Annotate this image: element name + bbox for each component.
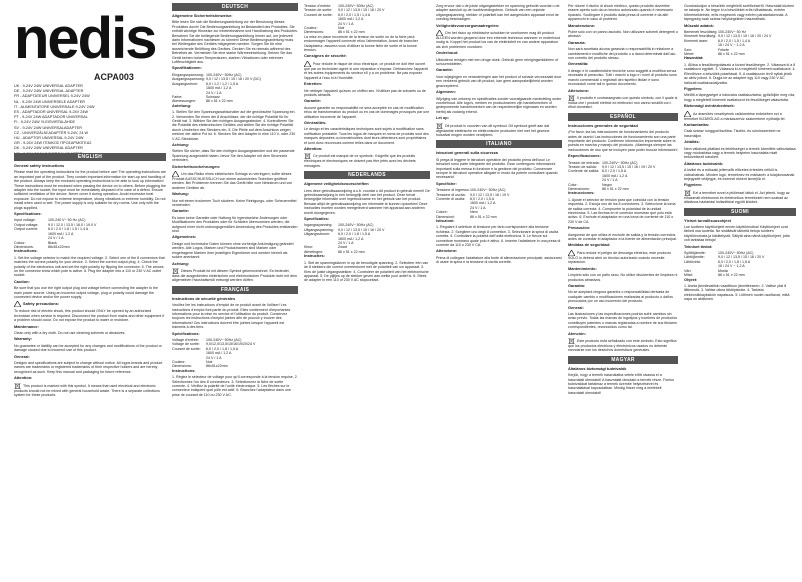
- spec-label: Ingangsspanning:: [304, 223, 333, 228]
- heading: Biztonsági óvintézkedések:: [684, 103, 735, 109]
- heading: General:: [14, 353, 30, 359]
- paragraph: Stellen Sie sicher, dass Sie den richtigen Ausgangsstecker und die passende Spannung ausgewählt haben, bevor Sie den Adapter mit dem Stromnetz verbinden.: [172, 149, 295, 163]
- heading: Algemeen:: [436, 89, 456, 95]
- heading: Garantía:: [568, 282, 586, 288]
- spec-value: 6,0 / 1,2 / 1,2 / 1,5 A 1600 mA / 1,2 A 24 V / 1 A: [206, 81, 239, 95]
- spec-label: Voltage d'entrée:: [172, 337, 199, 342]
- column-italiano: [436, 0, 562, 582]
- language-item: UK - 9-24V 24W UNIVERSAL ADAPTER: [14, 84, 83, 88]
- spec-value: 9,0 / 12 / 13,5 / 15 / 16 / 20 V: [338, 8, 385, 13]
- spec-label: Syöttöjännite:: [684, 251, 706, 256]
- paragraph-text: Om het risico op elektrische schokken te voorkomen mag dit product ALLEEN worden geopend door een erkende technicus wanneer er onderhoud nodig is. Koppel het product los van de elektriciteit en van andere apparatuur als zich problemen voordoen.: [436, 30, 561, 49]
- spec-label: Afmetingen:: [304, 249, 324, 254]
- spec-value: 86 x 51 x 22 mm: [206, 99, 233, 104]
- language-item: FR - ADAPTATEUR UNIVERSEL 9-24V 24W: [14, 94, 90, 99]
- heading: Attention:: [304, 145, 323, 151]
- language-item: DE - 9-24V 24W UNIVERSAL-ADAPTER: [14, 89, 84, 94]
- language-item: ES - ADAPTADOR UNIVERSAL 9-24V 24W: [14, 110, 89, 115]
- spec-value: 6,0 / 2,0 / 1,8 / 1,5 A 1600 mA / 1,2 A 24 V / 1 A: [206, 346, 239, 360]
- paragraph-text: Um das Risiko eines elektrischen Schlags zu verringern, sollte dieses Produkt AUSSCHLIESSLICH von einem autorisierten Techniker geöffnet werden. Bei Problemen trennen Sie das Gerät bitte vom Netzstrom und von anderen Geräten ab.: [172, 171, 293, 190]
- heading: Caution:: [14, 278, 30, 284]
- heading: Figyelem:: [684, 85, 703, 91]
- heading: Instructions:: [172, 367, 196, 373]
- paragraph: 1. Állítsa a feszültségválasztó a kívánt feszültségre. 2. Válassza ki a 8 csatlakozó egyikét. 3. Válassza ki a megfelelő kimeneti csatlakozót. 4. Ellenőrizze a készülék polaritását. 5. A csatlakozón lévő nyilak jelzik az aktív pólust. 6. Dugja be az adaptert egy 110 vagy 230 V AC hálózati csatlakozóaljzatba.: [684, 62, 796, 85]
- spec-label: Tensione di ingresso:: [436, 188, 470, 193]
- paragraph: Límpielo sólo con un paño seco. No utilice disolventes de limpieza ni productos abrasivos.: [568, 273, 678, 282]
- spec-table: [304, 4, 430, 35]
- heading: Ohjeet:: [684, 276, 698, 282]
- spec-row: [304, 13, 430, 26]
- paragraph-text: Este producto está señalizado con este símbolo. Esto significa que los productos eléctricos y electrónicos usados no deberán mezclarse con los desechos domésticos generales.: [568, 338, 677, 353]
- paragraph: Zorg ervoor dat u de juiste uitgangsstekker en spanning gebruikt voordat u de adapter aansluit op de hoofdvoedingsbron. Gebruik van een onjuiste uitgangsspanning, stekker of polariteit kan het aangesloten apparaat en/of de voeding beschadigen.: [436, 4, 560, 22]
- logo-text: nedis: [14, 12, 156, 68]
- spec-value: Noir: [338, 26, 345, 31]
- heading: Warranty:: [14, 336, 33, 342]
- spec-row: [684, 260, 796, 269]
- spec-value: 6,0 / 2,0 / 1,5 A 1600 mA / 1,2 A 24 V / 1 A: [602, 169, 628, 183]
- spec-label: Kimeneti feszültség:: [684, 34, 717, 39]
- spec-row: [172, 347, 298, 360]
- spec-label: Tensión de entrada:: [568, 160, 600, 165]
- spec-label: Tension de sortie:: [304, 8, 333, 13]
- paragraph: [14, 383, 166, 398]
- spec-value: 86 x 51 x 22 mm: [338, 30, 365, 35]
- spec-value: 9,0 / 12 / 13,5 / 15 / 16 / 20 / 24 V: [718, 34, 772, 39]
- paragraph: Wijziging van ontwerp en specificaties zonder voorafgaande mededeling onder voorbehoud. Alle logo's, merken en productnamen zijn handelsmerken of gedeponeerde handelsmerken van de respectievelijke eigenaars en worden hierbij als zodanig erkend.: [436, 96, 562, 114]
- spec-table: [568, 161, 678, 192]
- paragraph: Asegúrese de que utiliza el enchufe de salida y la tensión correctos antes de conectar el adaptador a la fuente de alimentación principal.: [568, 232, 677, 242]
- heading: Veiligheidsvoorzorgsmaatregelen:: [436, 22, 500, 28]
- paragraph: Es kann keine Garantie oder Haftung für irgendwelche Änderungen oder Modifikationen des Produktes oder für Schäden übernommen werden, die aufgrund einer nicht ordnungsgemäßen Anwendung des Produktes entstanden sind.: [172, 215, 298, 234]
- spec-value: 9,0 / 12 / 13,5 / 16 / 19 V: [470, 192, 510, 197]
- heading: Maintenance:: [14, 323, 39, 329]
- spec-value: 6,0 / 2,0 / 1,5 / 1,4 A 1600 mA / 1,2 A 24 V / 1 A: [338, 12, 371, 26]
- spec-table: [14, 218, 166, 249]
- paragraph: Mielőtt a tápegységet a hálózatra csatlakoztatná, győződjön meg róla, hogy a megfelelő kimeneti csatlakozót és feszültséget választotta.: [684, 93, 796, 102]
- spec-label: Bemeneti feszültség:: [684, 30, 718, 35]
- column-suomi: [684, 0, 796, 582]
- paragraph: [684, 111, 796, 121]
- heading: Istruzioni generali sulla sicurezza: [436, 150, 498, 156]
- paragraph: Nem vállalunk jótállást és felelősséget a termék bármiféle változtatása vagy módosítása vagy a termék helytelen használata miatt bekövetkező károkért.: [684, 146, 796, 160]
- paragraph: [172, 171, 298, 190]
- heading: Sicherheitsvorkehrungen:: [172, 163, 221, 169]
- heading: Instrucciones generales de seguridad: [568, 122, 638, 128]
- spec-value: Black: [48, 240, 57, 245]
- spec-value: Musta: [718, 268, 728, 273]
- heading: Medidas de seguridad:: [568, 242, 611, 248]
- spec-row: [304, 232, 430, 245]
- spec-value: 6.0 / 2.0 / 1.8 / 1.5 / 1.4 A 1600 mA / 1.2 A 24 V / 1 A: [48, 227, 89, 241]
- spec-row: [684, 39, 796, 48]
- language-item: DK - 9-24V 24W UNIVERSAL ADAPTER: [14, 146, 83, 151]
- paragraph: [304, 153, 430, 168]
- paragraph-text: Pour réduire le risque de choc électrique, ce produit ne doit être ouvert que par un technicien agréé si une réparation s'impose. Débranchez l'appareil et les autres équipements du secteur s'il y a un problème. Ne pas exposer l'appareil à l'eau ni à l'humidité.: [304, 61, 429, 80]
- heading: Spécifications:: [172, 330, 200, 336]
- spec-label: Courant de sortie:: [304, 12, 333, 17]
- heading: Garantie:: [304, 98, 322, 104]
- attention-text: This product is marked with this symbol. It means that used electrical and electronic products should not be mixed with general household waste. There is a separate collections system for these products.: [14, 383, 160, 398]
- paragraph: ¡Por favor, lea las instrucciones de funcionamiento del producto antes de usarlo! Las instrucciones de funcionamiento son una parte importante del producto. Contienen información importante sobre la puesta en marcha y manejo del producto. ¡Mantenga siempre las instrucciones de uso que se incluyen para poder buscar información!: [568, 130, 678, 152]
- heading: Generalità:: [568, 61, 589, 67]
- spec-label: Dimensions:: [304, 30, 324, 35]
- heading: Garanzia:: [568, 39, 586, 45]
- spec-label: Tensione di uscita:: [436, 192, 466, 197]
- spec-value: 100-240 V~ 50 Hz (AC): [48, 218, 86, 223]
- spec-value: Nero: [470, 210, 478, 215]
- spec-value: 100-240V~ 50 Hz: [718, 30, 747, 35]
- paragraph: Uitsluitend reinigen met een droge doek. Gebruik geen reinigingsmiddelen of schuurmiddelen.: [436, 57, 559, 67]
- spec-label: Uitgangsspanning:: [304, 227, 334, 232]
- spec-label: Kimeneti áram:: [684, 38, 709, 43]
- column-espanol: [568, 0, 678, 582]
- paragraph: Ne nettoyer l'appareil qu'avec un chiffon sec. N'utiliser pas de solvants ou de produits abrasifs.: [304, 88, 426, 97]
- spec-value: 9,0/12,0/13,5/15/16/19/20/24 V: [206, 342, 256, 347]
- heading: Általános tudnivalók:: [684, 160, 724, 166]
- heading: Figyelem:: [684, 182, 703, 188]
- paragraph: Gondoskodjon a készülék megfelelő szellőzéséről. Használat közben ne takarja le. Ne tegye ki a készüléket erős hőhatásnak, extrém hőmérsékletnek, erős rezgésnek vagy extrém páratartalomnak. A tápegység csak száraz helyiségekben használható.: [684, 4, 795, 22]
- heading: Instructions de sécurité générales: [172, 295, 236, 301]
- heading: Tekniset tiedot:: [684, 243, 713, 249]
- paragraph: Veuillez lire les instructions d'emploi de ce produit avant de l'utiliser! Les instructions d'emploi font partie du produit. Elles contiennent d'importantes informations pour la mise en service et l'utilisation du produit. Conservez toujours les instructions d'emploi jointes afin de pouvoir y trouver des informations! Ces instructions doivent être jointes lorsque l'appareil est transmis à des tiers.: [172, 303, 291, 330]
- nedis-logo: [14, 12, 164, 68]
- language-item: SV - 9-24V 24W UNIVERSALADAPTER: [14, 125, 82, 130]
- paragraph: A kivitel és a műszaki jellemzők előzetes értesítés nélkül is változhatnak. Minden logó, terméknév és márkanév a tulajdonosának bejegyzett védjegye, és ezennel ekként ismerjük el.: [684, 168, 795, 181]
- paragraph: [684, 190, 796, 205]
- paragraph: To reduce risk of electric shock, this product should ONLY be opened by an authorized technician when service is required. Disconnect the product from mains and other equipment if a problem should occur. Do not expose the product to water or moisture.: [14, 309, 165, 323]
- heading: Mantenimiento:: [568, 265, 597, 271]
- language-item: HU - ADAPTOR UNIVERSAL 9-24V 24W: [14, 136, 84, 141]
- spec-value: Schwarz: [206, 94, 220, 99]
- paragraph: Lue tuotteen käyttöohjeet ennen käyttöönottoa! Käyttöohjeet ovat tärkeä osa tuotetta. Ne sisältävät tärkeitä tietoja tuotteen käyttöönotosta ja käsittelystä. Säilytä aina nämä käyttöohjeet, jotta voit tarkistaa tietoja!: [684, 225, 790, 243]
- paragraph: [568, 250, 678, 265]
- spec-label: Voltage de sortie:: [172, 342, 200, 347]
- paragraph-text: Para reducir el peligro de descarga eléctrica, este producto SOLO lo deberá abrir un técnico autorizado cuando necesite reparación.: [568, 250, 672, 265]
- spec-label: Dimensioni:: [436, 214, 455, 219]
- spec-value: 9.0 / 12.0 / 13.5 / 16.0 / 19.0 V: [48, 222, 97, 227]
- language-item: CZ - UNIVERZÁLNÍ ADAPTÉR 9-24V, 24 W: [14, 130, 89, 135]
- heading: Specifications:: [14, 211, 42, 217]
- spec-label: Courant de sortie:: [172, 346, 201, 351]
- spec-value: Fekete: [718, 47, 729, 52]
- heading: Entretien:: [304, 81, 323, 87]
- heading: Achtung:: [172, 141, 190, 147]
- paragraph: Le design et les caractéristiques techniques sont sujets à modification sans notification préalable. Tous les logos de marques et noms de produits sont des marques déposées ou immatriculées dont leurs détenteurs sont propriétaires et sont donc reconnues comme telles dans ce document.: [304, 127, 429, 145]
- section-header-francais: FRANÇAIS: [172, 286, 298, 294]
- spec-table: [684, 30, 796, 56]
- heading: Garantie:: [436, 67, 454, 73]
- paragraph: Aucune garantie ou responsabilité ne sera acceptée en cas de modification et/ou de transformation du produit ou en cas de dommages provoqués par une utilisation incorrecte de l'appareil.: [304, 105, 430, 119]
- spec-table: [684, 251, 796, 277]
- paragraph: Bitte lesen Sie sich die Bedienungsanleitung vor der Benutzung dieses Produktes durch! Die Bedienungsanleitung ist Bestandteil des Produktes. Sie enthält wichtige Hinweise zur Inbetriebnahme und Handhabung des Produktes. Bewahren Sie die beiliegende Bedienungsanleitung immer auf, um jederzeit darin Informationen nachlesen zu können! Diese Bedienungsanleitung muss bei Weitergabe des Gerätes mitgegeben werden. Sorgen Sie für eine ausreichende Belüftung des Gerätes. Decken Sie es niemals während des Betriebes ab. Vermeiden Sie eine starke Wärmeeinwirkung. Setzen Sie das Gerät keinen hohen Temperaturen, starken Vibrationen oder extremer Luftfeuchtigkeit aus.: [172, 20, 298, 65]
- warning-icon: [14, 301, 21, 307]
- paragraph: 1. Ajuste el selector de tensión para que coincida con la tensión requerida. 2. Escoja uno de los 8 conectores. 3. Seleccione la toma de salida correcta. 4. Compruebe la polaridad de la unidad electrónica. 5. Las flechas en el conector muestran qué polo está activo. 6. Enchufe el adaptador en una toma de corriente de 110 o 230 V de CA.: [568, 197, 676, 224]
- spec-label: Tension d'entrée:: [304, 4, 332, 8]
- spec-label: Ausgangsspannung:: [172, 77, 205, 82]
- paragraph-text: Az áramütés veszélyének csökkentése érdekében ezt a terméket KIZÁRÓLAG a márkaszerviz szakembere nyithatja fel.: [684, 111, 786, 121]
- heading: Atención:: [568, 330, 586, 336]
- heading: Especificaciones:: [568, 153, 601, 159]
- section-header-espanol: ESPAÑOL: [568, 113, 678, 121]
- section-header-nederlands: NEDERLANDS: [304, 171, 430, 179]
- paragraph: [172, 268, 298, 283]
- heading: General:: [568, 304, 584, 310]
- section-header-italiano: ITALIANO: [436, 140, 562, 148]
- heading: Instructions:: [14, 248, 38, 254]
- spec-value: 6,0 / 2,0 / 1,8 / 1,5 A 1600 mA / 1,2 A 24 V / 1 A: [338, 232, 371, 246]
- spec-value: 86 x 51 x 22 mm: [718, 273, 745, 278]
- paragraph: [436, 30, 562, 49]
- heading: Specifiche:: [436, 180, 457, 186]
- spec-label: Méret:: [684, 52, 695, 57]
- paragraph: Kérjük, hogy a termék használatba vétele előtt olvassa el a használati útmutatót! A használati útmutató a termék része. Fontos tudnivalókat tartalmaz a termék üzembe helyezésével és használatával kapcsolatban. Mindig őrizze meg a mellékelt használati útmutatót!: [568, 373, 675, 395]
- heading: Algemene veiligheidsvoorschriften: [304, 181, 369, 187]
- column-nederlands: [304, 0, 430, 582]
- paragraph: [568, 95, 678, 110]
- paragraph: No se aceptará ninguna garantía o responsabilidad derivada de cualquier cambio o modificaciones realizadas al producto o daños provocados por un uso incorrecto del producto.: [568, 290, 673, 304]
- spec-label: Mitat:: [684, 273, 693, 278]
- paragraph: Nur mit einem trockenen Tuch säubern. Keine Reinigungs- oder Scheuermittel verwenden.: [172, 198, 297, 208]
- heading: Yleiset turvallisuusohjeet: [684, 217, 731, 223]
- heading: Instructies:: [304, 253, 325, 259]
- paragraph-text: Dit product is voorzien van dit symbool. Dit symbool geeft aan dat afgedankte elektrische en elektronische producten niet met het gewone huisafval mogen worden verwijderd.: [436, 123, 550, 137]
- spec-table: [172, 338, 298, 369]
- paragraph: 1. Set the voltage selector to match the required voltage. 2. Select one of the 8 connectors that matches the correct polarity for your device. 3. Select the correct output plug. 4. Check the polarity of the electronics unit and set the right polarity by flipping the connector. 5. The arrows on the connector show which pole is active. 6. Plug the adapter into a 110 or 230 V AC outlet socket.: [14, 255, 165, 278]
- spec-label: Corrente di uscita:: [436, 197, 466, 201]
- spec-value: 86 x 51 x 22 mm: [470, 214, 497, 219]
- spec-label: Dimensions:: [14, 244, 34, 249]
- heading: Instrucciones:: [568, 190, 595, 196]
- spec-value: 100-240V~ 50Hz (AC): [718, 251, 754, 256]
- heading: Jótállás:: [684, 139, 700, 145]
- spec-value: 86 x 51 x 22 mm: [602, 187, 629, 191]
- spec-label: Lähtöjännite:: [684, 255, 705, 260]
- paragraph: [568, 338, 678, 353]
- heading: Karbantartás:: [684, 121, 710, 127]
- paragraph: Designs and specifications are subject to change without notice. All logos brands and product names are trademarks or registered trademarks of their respective holders and are hereby recognized as such. Keep this manual and packaging for future reference.: [14, 361, 163, 374]
- spec-value: 100-240V~ 50Hz (AC): [338, 223, 374, 228]
- spec-label: Output voltage:: [14, 222, 39, 227]
- spec-value: 9,0 / 12 / 13,5 / 15 / 16 / 19 / 20 V: [602, 164, 656, 169]
- spec-value: Zwart: [338, 245, 347, 250]
- spec-value: Negro: [602, 182, 612, 187]
- spec-label: Output current:: [14, 227, 38, 232]
- paragraph: Be sure that you use the right output plug and voltage before connecting the adapter to the main power source. Using an incorrect output voltage, plug or polarity could damage the connected device and/or the power supply.: [14, 286, 159, 299]
- language-item: PT - 9-24V 24W ADAPTADOR UNIVERSAL: [14, 115, 88, 120]
- spec-label: Couleur:: [172, 360, 186, 364]
- spec-row: [436, 197, 562, 210]
- heading: Anleitung:: [172, 102, 192, 108]
- paragraph-text: Ce produit est marqué de ce symbole. Il signifie que les produits électriques et électroniques ne doivent pas être jetés avec les déchets ménagers.: [304, 154, 416, 168]
- paragraph: Las ilustraciones y las especificaciones podrán sufrir cambios sin aviso previo. Todas las marcas de logotipos y nombres de productos constituyen patentes o marcas registradas a nombre de sus titulares correspondientes, reconocidos como tal.: [568, 311, 678, 330]
- spec-value: 9,0 / 12 / 13,5 / 15 / 16 / 20 V: [718, 255, 765, 260]
- heading: Műszaki adatok:: [684, 22, 715, 28]
- spec-value: 86 x 51 x 22 mm: [338, 249, 365, 254]
- language-item: IT - ALIMENTATORE UNIVERSALE 9-24V 24W: [14, 104, 95, 109]
- heading: Généralités:: [304, 119, 327, 125]
- spec-label: Colore:: [436, 210, 448, 215]
- paragraph-text: Dieses Produkt ist mit diesem Symbol gekennzeichnet. Es bedeutet, dass die ausgedienten elektrischen und elektronischen Produkte nicht mit dem allgemeinen Haushaltsmüll entsorgt werden dürfen.: [172, 268, 298, 283]
- heading: Garantie:: [172, 208, 190, 214]
- paragraph-text: Ezt a terméket ezzel a jelöléssel láttuk el. Azt jelenti, hogy az elhasznált elektromos és elektronikus termékeket nem szabad az általános háztartási hulladékkal együtt kidobni.: [684, 190, 790, 205]
- heading: Attenzione:: [568, 87, 590, 93]
- language-item: FI - 9-24V 24W YLEISVIRTALÄHDE: [14, 120, 75, 125]
- spec-value: 100-240V~ 50Hz (AC): [470, 188, 506, 193]
- spec-label: Ausgangsstrom:: [172, 81, 198, 86]
- spec-value: 6,0 / 2,0 / 1,8 / 1,5 A 16 / 24 V ~ 1,2 A: [718, 259, 751, 269]
- paragraph: Design und technische Daten können ohne vorherige Ankündigung geändert werden. Alle Logos, Marken und Produktnamen sind Marken oder eingetragene Marken ihrer jeweiligen Eigentümer und werden hiermit als solche anerkannt.: [172, 241, 294, 260]
- heading: Istruzioni:: [436, 218, 455, 224]
- spec-table: [436, 188, 562, 219]
- heading: Allgemeine Sicherheitshinweise:: [172, 13, 233, 18]
- spec-value: 6,0 / 2,0 / 1,5 A 1600 mA / 1,2 A 24 V / 1 A: [470, 197, 496, 210]
- spec-label: Farbe:: [172, 94, 183, 99]
- spec-value: Noir: [206, 360, 213, 364]
- spec-label: Väri:: [684, 268, 692, 273]
- language-list: [14, 84, 164, 157]
- heading: Consignes de sécurité:: [304, 53, 347, 59]
- spec-label: Eingangsspannung:: [172, 72, 204, 77]
- paragraph-text: Il prodotto è contrassegnato con questo simbolo, con il quale si indica che i prodotti elettrici ed elettronici non vanno smaltiti con i rifiuti domestici.: [568, 95, 678, 110]
- spec-row: [172, 82, 298, 95]
- paragraph: Clean only with a dry cloth. Do not use cleaning solvents or abrasives.: [14, 331, 126, 335]
- paragraph: No guarantee or liability can be accepted for any changes and modifications of the product or damage caused due to incorrect use of this product.: [14, 343, 162, 353]
- spec-value: 86 x 51 x 22 mm: [718, 52, 745, 57]
- spec-value: 100-240V~ 50Hz (AC): [206, 72, 242, 77]
- heading: General safety instructions: [14, 163, 65, 168]
- paragraph: Csak száraz ronggyal tisztítsa. Tisztító- és súrolószereket ne használjon.: [684, 129, 781, 138]
- model-number: ACPA003: [94, 72, 134, 82]
- spec-label: Dimensiones:: [568, 187, 590, 191]
- heading: Attenzione:: [436, 248, 458, 254]
- spec-table: [172, 73, 298, 104]
- heading: Achtung:: [172, 260, 190, 266]
- spec-table: [304, 223, 430, 254]
- spec-value: 6,0 / 2,0 / 1,5 / 1,4 A 16 / 24 V ~ 1,2 A: [718, 38, 751, 48]
- paragraph: La mise en place incorrecte de la tension de sortie ou de la fiche peut endommager l'appareil connecté et/ou l'alimentation. Avant de brancher l'adaptateur, assurez-vous d'utiliser la bonne fiche de sortie et la bonne tension.: [304, 34, 418, 53]
- paragraph: Voor wijzigingen en veranderingen aan het product of schade veroorzaakt door een verkeerd gebruik van dit product, kan geen aansprakelijkheid worden geaccepteerd.: [436, 74, 562, 88]
- spec-label: Input voltage:: [14, 218, 36, 223]
- spec-label: Abmessungen:: [172, 99, 196, 104]
- paragraph: [304, 61, 430, 80]
- spec-value: 100-240V~ 50Hz (AC): [338, 4, 374, 8]
- paragraph: 1. Stellen Sie den Spannungswahlschalter auf die gewünschte Spannung ein. 2. Verwenden Sie einen der 8 Anschlüsse, der die richtige Polarität für Ihr Gerät hat. 3. Wählen Sie den richtigen Ausgangsstecker. 4. Kontrollieren Sie die Polarität des elektronischen Gerätes und stellen Sie die richtige Polarität durch Umdrehen des Steckers ein. 5. Die Pfeile auf dem Anschluss zeigen, welcher der aktive Pol ist. 6. Stecken Sie den Adapter in eine 110 V- oder 230 V AC-Steckdose.: [172, 110, 296, 141]
- spec-label: Szín:: [684, 47, 693, 52]
- paragraph: Lees deze gebruiksaanwijzing a.u.b. voordat u dit product in gebruik neemt! De gebruiksaanwijzing is een belangrijk deel van het product. Deze bevat belangrijke informatie over ingebruikname en het gebruik van het product. Bewaar altijd de gebruiksaanwijzing om informatie te kunnen opzoeken! Deze instructies moeten worden meegeleverd wanneer het apparaat aan anderen wordt doorgegeven.: [304, 188, 430, 215]
- spec-label: Kleur:: [304, 245, 314, 250]
- heading: Allgemeines:: [172, 234, 197, 240]
- section-header-deutsch: DEUTSCH: [172, 3, 298, 11]
- spec-value: 9,0 / 12 / 13,5 / 15 / 16 / 20 V (DC): [206, 77, 261, 82]
- spec-value: 86x51x22mm: [206, 364, 228, 369]
- spec-label: Colour:: [14, 240, 26, 245]
- language-item: GR - 9-24V 24W ΓΕΝΙΚΟΣ ΠΡΟΣΑΡΜΟΓΕΑΣ: [14, 141, 92, 146]
- heading: Let op:: [436, 115, 449, 121]
- paragraph: Il design e le caratteristiche tecniche sono soggetti a modifica senza necessità di preavviso. Tutti i marchi a logo e i nomi di prodotto sono marchi commerciali o registrati dei rispettivi titolari e sono riconosciuti come tali in questo documento.: [568, 68, 677, 87]
- paragraph: 1. Aseta jännitevalitsin vaadittuun jännitteeseen. 2. Valitse yksi 8 liittimestä. 3. Valitse oikea lähtöpistoke. 4. Tarkista elektroniikkayksikön napaisuus. 5. Liittimen nuolet osoittavat, mikä napa on aktiivinen.: [684, 283, 790, 302]
- heading: [14, 301, 166, 307]
- spec-value: 100-240V~ 50Hz (AC): [206, 337, 242, 342]
- spec-value: 100-240V~ 50Hz (AC): [602, 160, 638, 165]
- language-item: NL - 9-24V 24W UNIVERSELE ADAPTER: [14, 99, 85, 104]
- paragraph: Non sarà accettata alcuna garanzia o responsabilità in relazione a cambiamenti e modifiche del prodotto o a danni determinati dall'uso non corretto del prodotto stesso.: [568, 47, 676, 61]
- heading: Precaución:: [568, 225, 591, 231]
- heading: Attention:: [14, 375, 33, 381]
- paragraph: 1. Regolare il selettore di tensione per farlo corrispondere alla tensione richiesta. 2. Scegliere uno degli 8 connettori. 3. Selezionare la spina di uscita corretta. 4. Controllare la polarità dell'unità elettronica. 5. Le frecce sul connettore mostrano quale polo è attivo. 6. Inserire l'adattatore in una presa di corrente da 110 o 230 V CA.: [436, 225, 561, 248]
- column-deutsch: [172, 0, 298, 582]
- section-header-suomi: SUOMI: [684, 208, 796, 216]
- heading: Manutenzione:: [568, 22, 596, 28]
- spec-label: Couleur:: [304, 26, 318, 31]
- spec-value: 9,0 / 12 / 13,5 / 15 / 16 / 20 V: [338, 227, 385, 232]
- spec-value: 86x51x22mm: [48, 244, 70, 249]
- heading: Wartung:: [172, 191, 189, 197]
- heading: Használat:: [684, 55, 704, 61]
- spec-label: Uitgangsstroom:: [304, 232, 331, 237]
- heading: Specificaties:: [304, 216, 330, 222]
- heading: Általános biztonsági tudnivalók: [568, 365, 627, 371]
- spec-label: Lähtövirta:: [684, 259, 701, 264]
- paragraph: 1. Réglez le sélecteur de voltage pour qu'il corresponde à la tension requise. 2. Sélectionnez l'un des 8 connecteurs. 3. Sélectionnez la fiche de sortie correcte. 4. Vérifiez la polarité de l'unité électronique. 5. Les flèches sur le connecteur indiquent quel pôle est actif. 6. Branchez l'adaptateur dans une prise de courant de 110 ou 230 V AC.: [172, 375, 298, 397]
- section-header-english: ENGLISH: [14, 153, 166, 161]
- paragraph: Si prega di leggere le istruzioni operative del prodotto prima dell'uso! Le istruzioni sono parte integrante del prodotto. Esse contengono informazioni importanti sulla messa in funzione e la gestione del prodotto. Conservare sempre le istruzioni operative allegate in modo da poterle consultare quando necessario!: [436, 157, 558, 180]
- heading: Spezifikationen:: [172, 65, 202, 71]
- paragraph: [436, 123, 562, 138]
- spec-label: Corriente de salida:: [568, 169, 600, 174]
- section-header-magyar: MAGYAR: [568, 356, 678, 364]
- heading-text: Safety precautions:: [23, 301, 60, 307]
- column-english: [14, 150, 166, 582]
- paragraph: Please read the operating instructions for the product before use! The operating instructions are an important part of the product. They contain important information for start-up and handling of the product. Always keep the enclosed operating instructions to be able to look up information! These instructions must be enclosed when passing the device on to others. Before plugging the adapter into the socket, the input must be immediately disposed of in case of a defect. Ensure sufficient ventilation of the device. Never cover it during operation. Avoid excessive heat exposure. Do not expose to extreme temperature, strong vibrations or extreme humidity. Do not install when used or wet. The power supply is only suitable for dry rooms. Use only with the plugs supplied.: [14, 170, 166, 210]
- spec-row: [568, 169, 678, 182]
- spec-label: Dimensions:: [172, 364, 192, 369]
- paragraph: 1. Stel de spanningskiezer in op de benodigde spanning. 2. Selecteer één van de 8 stekkers die correct overeenkomt met de polariteit van uw apparaat. 3. Kies de juiste uitgangsstekker. 4. Controleer de polariteit van het elektronische apparaat. 5. De pijltjes op de stekker geven aan welke pool actief is. 6. Steek de adapter in een 110 of 230 V AC stopcontact.: [304, 260, 429, 283]
- spec-label: Color:: [568, 182, 578, 187]
- paragraph: Prima di collegare l'adattatore alla fonte di alimentazione principale, assicurarsi di usare la spina e la tensione di uscita corrette.: [436, 255, 562, 265]
- heading: Onderhoud:: [436, 50, 459, 56]
- paragraph: Pulire solo con un panno asciutto. Non utilizzare solventi detergenti o abrasivi.: [568, 30, 678, 39]
- spec-label: Tensión de salida:: [568, 164, 597, 169]
- paragraph: Per ridurre il rischio di shock elettrico, questo prodotto dovrebbe essere aperto solo da un tecnico autorizzato quando è necessario ripararlo. Scollegare il prodotto dalla presa di corrente e da altri apparecchi in caso di problemi.: [568, 4, 673, 22]
- spec-row: [14, 227, 166, 240]
